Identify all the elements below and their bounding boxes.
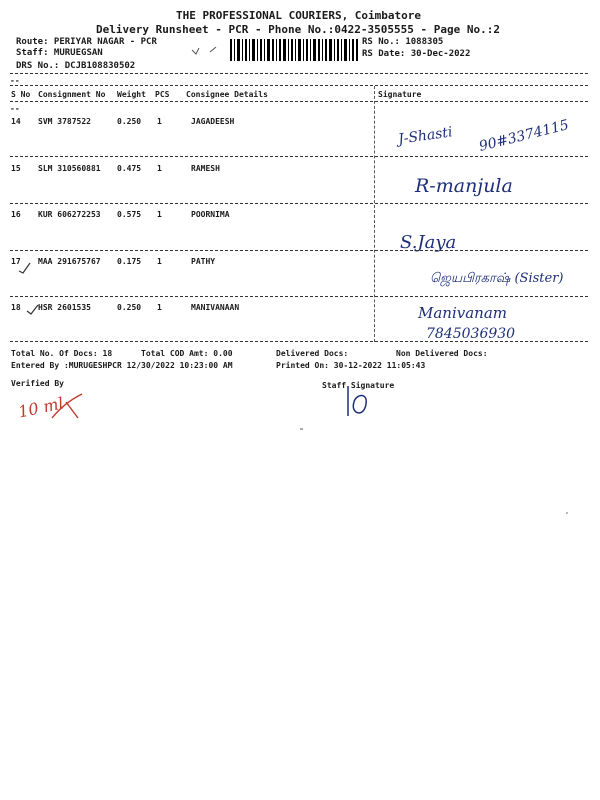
col-consignment: Consignment No (38, 90, 106, 99)
row-pcs: 1 (157, 303, 162, 312)
row-sno: 16 (11, 210, 21, 219)
tick-mark-icon (18, 262, 32, 274)
total-cod: Total COD Amt: 0.00 (141, 349, 233, 358)
row-divider (10, 250, 588, 251)
row-consignee: MANIVANAAN (191, 303, 240, 312)
row-weight: 0.250 (117, 303, 142, 312)
header-divider (10, 73, 588, 74)
row-weight: 0.250 (117, 117, 142, 126)
row-pcs: 1 (157, 117, 162, 126)
header-bottom-rule (10, 101, 588, 102)
signature-row14-name: J-Shasti (397, 124, 454, 148)
route-label: Route: PERIYAR NAGAR - PCR (16, 37, 157, 47)
entered-by: Entered By :MURUGESHPCR 12/30/2022 10:23:00 AM (11, 361, 233, 370)
tick-mark-icon (26, 304, 40, 316)
row-consignment: SLM 310560881 (38, 164, 101, 173)
row-consignment: SVM 3787522 (38, 117, 91, 126)
col-consignee: Consignee Details (186, 90, 268, 99)
staff-label: Staff: MURUEGSAN (16, 48, 103, 58)
row-sno: 17 (11, 257, 21, 266)
scan-speck (300, 428, 303, 430)
staff-signature-label: Staff Signature (322, 381, 395, 390)
row-consignee: RAMESH (191, 164, 220, 173)
delivered-docs: Delivered Docs: (276, 349, 349, 358)
row-sno: 15 (11, 164, 21, 173)
row-consignment: HSR 2601535 (38, 303, 91, 312)
barcode-icon (230, 39, 358, 61)
drs-number: DRS No.: DCJB108830502 (16, 61, 136, 71)
filler-dashes-2: -- (10, 104, 20, 113)
col-sno: S No (11, 90, 31, 99)
table-top-rule (10, 85, 588, 86)
row-pcs: 1 (157, 257, 162, 266)
row-divider (10, 156, 588, 157)
signature-row16: S.Jaya (400, 232, 457, 253)
row-consignee: JAGADEESH (191, 117, 235, 126)
filler-dashes: -- (10, 76, 20, 85)
total-docs: Total No. Of Docs: 18 (11, 349, 113, 358)
signature-column-separator (374, 86, 375, 342)
row-divider (10, 203, 588, 204)
row-pcs: 1 (157, 164, 162, 173)
row-consignee: PATHY (191, 257, 216, 266)
signature-row17: ஜெயபிரகாஷ் (Sister) (430, 271, 564, 286)
non-delivered-docs: Non Delivered Docs: (396, 349, 488, 358)
row-weight: 0.175 (117, 257, 142, 266)
verified-scribble-icon (48, 392, 88, 422)
signature-row18-name: Manivanam (418, 304, 508, 322)
col-signature: Signature (378, 90, 422, 99)
document-subtitle: Delivery Runsheet - PCR - Phone No.:0422-3505555 - Page No.:2 (96, 23, 500, 36)
staff-signature-icon (342, 382, 372, 422)
signature-row18-phone: 7845036930 (426, 326, 516, 342)
row-sno: 14 (11, 117, 21, 126)
row-consignee: POORNIMA (191, 210, 230, 219)
row-weight: 0.475 (117, 164, 142, 173)
printed-on: Printed On: 30-12-2022 11:05:43 (276, 361, 426, 370)
table-bottom-rule (10, 341, 588, 342)
row-weight: 0.575 (117, 210, 142, 219)
rs-number: RS No.: 1088305 (362, 37, 444, 47)
col-weight: Weight (117, 90, 146, 99)
row-pcs: 1 (157, 210, 162, 219)
pen-mark-icon (190, 44, 220, 58)
verified-by-label: Verified By (11, 379, 64, 388)
signature-row14-phone: 90#3374115 (477, 117, 571, 155)
signature-row15: R-manjula (415, 175, 513, 197)
rs-date: RS Date: 30-Dec-2022 (362, 49, 471, 59)
scan-speck (566, 512, 568, 514)
verified-signature: 10 ml (16, 393, 66, 422)
document-title: THE PROFESSIONAL COURIERS, Coimbatore (176, 9, 422, 22)
row-consignment: MAA 291675767 (38, 257, 101, 266)
col-pcs: PCS (155, 90, 170, 99)
row-consignment: KUR 606272253 (38, 210, 101, 219)
row-divider (10, 296, 588, 297)
row-sno: 18 (11, 303, 21, 312)
